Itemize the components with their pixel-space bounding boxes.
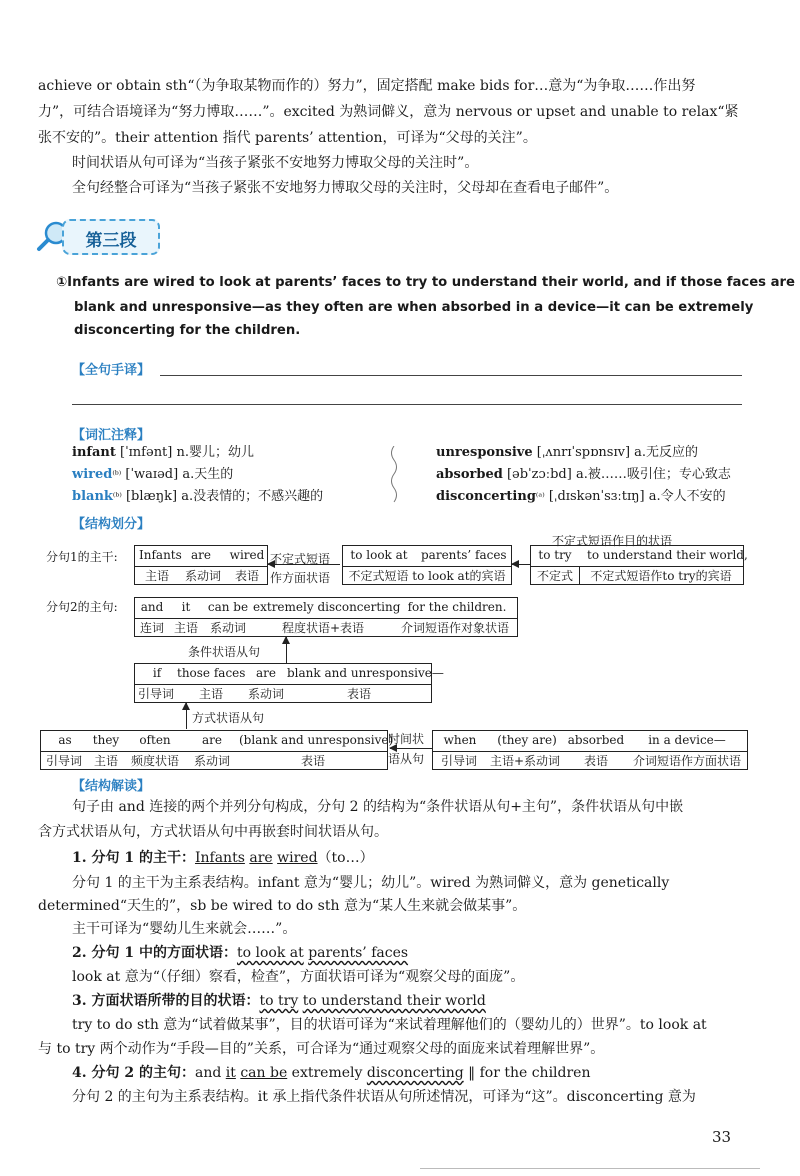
time-gram-intro: 引导词 <box>433 751 485 769</box>
vocab-mark: ⁽ᵇ⁾ <box>112 470 122 481</box>
c1-word-look-at: to look at <box>350 548 408 562</box>
body-p4a: try to do sth 意为“试着做某事”，目的状语可译为“来试着理解他们的（婴幼儿的）世界”。to look at <box>72 1017 707 1033</box>
c2-word-children: for the children. <box>407 600 507 614</box>
time-word-absorbed: absorbed <box>567 733 625 747</box>
vocab-phonetic: [ˈwaɪəd] <box>121 467 183 482</box>
time-label-b: 语从句 <box>388 752 425 766</box>
vocab-word: infant <box>72 445 116 460</box>
c1-arrow-2 <box>512 564 530 565</box>
vocab-divider <box>388 446 400 506</box>
clause1-main-box <box>134 545 268 585</box>
vocab-definition: a.令人不安的 <box>648 489 726 504</box>
vocab-entry <box>436 487 726 508</box>
vocab-phonetic: [ˈɪnfənt] <box>115 445 177 460</box>
c1-gram-pred: 表语 <box>227 566 267 584</box>
intro-line-3: 张不安的”。their attention 指代 parents’ attention，可译为“父母的关注”。 <box>38 130 537 146</box>
c1-gram-object: 不定式短语作to try的宾语 <box>579 566 743 584</box>
body-p3: look at 意为“（仔细）察看，检查”，方面状语可译为“观察父母的面庞”。 <box>72 969 525 985</box>
key-sentence-line-3: disconcerting for the children. <box>74 323 301 338</box>
vocab-definition: a.天生的 <box>182 467 234 482</box>
c2-word-disconcerting: extremely disconcerting <box>253 600 401 614</box>
c1-gram-subject: 主语 <box>135 566 179 584</box>
clause2-main-box <box>134 597 518 637</box>
cond-gram-intro: 引导词 <box>135 684 177 702</box>
cond-word-are: are <box>256 666 276 680</box>
manner-word-as: as <box>58 733 72 747</box>
c2-word-can-be: can be <box>207 600 249 614</box>
vocab-entry <box>72 465 233 486</box>
manner-gram-freq: 频度状语 <box>125 751 185 769</box>
translate-line-2 <box>72 404 742 405</box>
body-p4b: 与 to try 两个动作为“手段—目的”关系，可合译为“通过观察父母的面庞来试着理解世界”。 <box>38 1041 605 1057</box>
vocab-entry <box>72 443 254 464</box>
heading-3: 3. 方面状语所带的目的状语：to try to understand their world <box>72 993 486 1009</box>
cond-box <box>134 663 444 703</box>
c1-word-wired: wired <box>229 548 265 562</box>
heading-2: 2. 分句 1 中的方面状语：to look at parents’ faces <box>72 945 409 961</box>
manner-gram-intro: 引导词 <box>41 751 87 769</box>
vocab-label: 【词汇注释】 <box>72 428 151 443</box>
vocab-entry <box>72 487 323 508</box>
cond-gram-subject: 主语 <box>177 684 245 702</box>
body-p1a: 句子由 and 连接的两个并列分句构成，分句 2 的结构为“条件状语从句+主句”，条件状语从句中嵌 <box>72 799 684 815</box>
structure-label: 【结构划分】 <box>72 517 151 532</box>
heading-1: 1. 分句 1 的主干：Infants are wired（to…） <box>72 850 374 866</box>
vocab-phonetic: [ˌʌnrɪˈspɒnsɪv] <box>532 445 635 460</box>
cond-word-blank: blank and unresponsive— <box>287 666 444 680</box>
time-label-a: 时间状 <box>388 732 425 746</box>
vocab-entry <box>436 443 698 464</box>
time-word-device: in a device— <box>648 733 726 747</box>
vocab-mark: ⁽ᵇ⁾ <box>112 492 122 503</box>
c1-aux-2: 作方面状语 <box>270 571 331 585</box>
c1-aux-1: 不定式短语 <box>270 552 331 566</box>
vocab-phonetic: [blæŋk] <box>121 489 182 504</box>
c2-gram-conj: 连词 <box>135 618 169 636</box>
body-p1b: 含方式状语从句，方式状语从句中再嵌套时间状语从句。 <box>38 824 388 840</box>
clause1-label: 分句1的主干: <box>46 550 118 564</box>
manner-word-blank: (blank and unresponsive) <box>239 733 394 747</box>
intro-line-1: achieve or obtain sth“（为争取某物而作的）努力”，固定搭配 make bids for…意为“为争取……作出努 <box>38 78 696 94</box>
c1-word-infants: Infants <box>139 548 182 562</box>
c2-gram-pred: 程度状语+表语 <box>253 618 393 636</box>
cond-gram-verb: 系动词 <box>245 684 287 702</box>
c2-gram-object-adv: 介词短语作对象状语 <box>393 618 517 636</box>
intro-line-4: 时间状语从句可译为“当孩子紧张不安地努力博取父母的关注时”。 <box>72 155 479 171</box>
intro-line-2: 力”，可结合语境译为“努力博取……”。excited 为熟词僻义，意为 nervous or upset and unable to relax“紧 <box>38 104 739 120</box>
time-box <box>432 730 748 770</box>
time-gram-pred: 表语 <box>565 751 627 769</box>
c1-gram-aspect: 不定式短语 to look at的宾语 <box>343 566 511 584</box>
c1-arrow-1 <box>268 564 340 565</box>
manner-gram-pred: 表语 <box>239 751 387 769</box>
translate-line-1 <box>160 375 742 376</box>
c2-gram-verb: 系动词 <box>203 618 253 636</box>
vocab-phonetic: [ˌdɪskənˈsɜːtɪŋ] <box>544 489 649 504</box>
key-sentence-line-1: ①Infants are wired to look at parents’ faces to try to understand their world, and if those faces are <box>56 275 795 290</box>
cond-arrow <box>286 637 287 663</box>
cond-gram-pred: 表语 <box>287 684 431 702</box>
vocab-definition: a.被……吸引住；专心致志 <box>575 467 731 482</box>
time-word-they-are: (they are) <box>497 733 557 747</box>
reading-label: 【结构解读】 <box>72 779 151 794</box>
page-number: 33 <box>712 1128 732 1146</box>
vocab-phonetic: [əbˈzɔːbd] <box>502 467 576 482</box>
intro-line-5: 全句经整合可译为“当孩子紧张不安地努力博取父母的关注时，父母却在查看电子邮件”。 <box>72 180 619 196</box>
c1-gram-infinitive: 不定式 <box>531 566 579 584</box>
manner-arrow <box>186 703 187 729</box>
manner-gram-subject: 主语 <box>87 751 125 769</box>
c1-word-faces: parents’ faces <box>421 548 507 562</box>
c2-word-and: and <box>140 600 164 614</box>
clause1-aspect-box <box>342 545 512 585</box>
section-title: 第三段 <box>85 231 137 251</box>
vocab-word: unresponsive <box>436 445 533 460</box>
body-p5: 分句 2 的主句为主系表结构。it 承上指代条件状语从句所述情况，可译为“这”。disconcerting 意为 <box>72 1089 696 1105</box>
c1-word-understand: to understand their world, <box>587 548 748 562</box>
key-sentence-line-2: blank and unresponsive—as they often are when absorbed in a device—it can be extremely <box>74 300 754 315</box>
vocab-definition: a.没表情的；不感兴趣的 <box>181 489 324 504</box>
body-p2a: 分句 1 的主干为主系表结构。infant 意为“婴儿；幼儿”。wired 为熟词僻义，意为 genetically <box>72 875 670 891</box>
footer-rule <box>420 1168 760 1169</box>
vocab-word: disconcerting <box>436 489 536 504</box>
time-gram-subj-verb: 主语+系动词 <box>485 751 565 769</box>
c1-gram-verb: 系动词 <box>179 566 227 584</box>
c1-word-are: are <box>191 548 211 562</box>
cond-word-faces: those faces <box>177 666 246 680</box>
manner-label: 方式状语从句 <box>192 711 265 725</box>
vocab-entry <box>436 465 731 486</box>
manner-word-often: often <box>139 733 171 747</box>
vocab-definition: a.无反应的 <box>634 445 699 460</box>
time-word-when: when <box>443 733 477 747</box>
body-p2c: 主干可译为“婴幼儿生来就会……”。 <box>72 921 297 937</box>
clause1-purpose-box <box>530 545 748 585</box>
heading-4: 4. 分句 2 的主句：and it can be extremely disconcerting ‖ for the children <box>72 1065 591 1081</box>
vocab-definition: n.婴儿；幼儿 <box>176 445 255 460</box>
c1-purpose-label: 不定式短语作目的状语 <box>552 534 673 548</box>
body-p2b: determined“天生的”，sb be wired to do sth 意为“某人生来就会做某事”。 <box>38 898 527 914</box>
vocab-word: absorbed <box>436 467 503 482</box>
translate-label: 【全句手译】 <box>72 363 151 378</box>
c2-word-it: it <box>181 600 191 614</box>
section-title-badge <box>62 219 160 255</box>
c1-word-to-try: to try <box>538 548 572 562</box>
manner-word-they: they <box>92 733 120 747</box>
cond-label: 条件状语从句 <box>188 645 261 659</box>
clause2-label: 分句2的主句: <box>46 600 118 614</box>
vocab-mark: ⁽ᵃ⁾ <box>535 492 545 503</box>
manner-word-are: are <box>202 733 222 747</box>
manner-gram-verb: 系动词 <box>185 751 239 769</box>
c2-gram-subject: 主语 <box>169 618 203 636</box>
time-gram-aspect: 介词短语作方面状语 <box>627 751 747 769</box>
manner-box <box>40 730 394 770</box>
time-arrow <box>390 748 432 749</box>
cond-word-if: if <box>152 666 162 680</box>
vocab-word: wired <box>72 467 113 482</box>
vocab-word: blank <box>72 489 113 504</box>
